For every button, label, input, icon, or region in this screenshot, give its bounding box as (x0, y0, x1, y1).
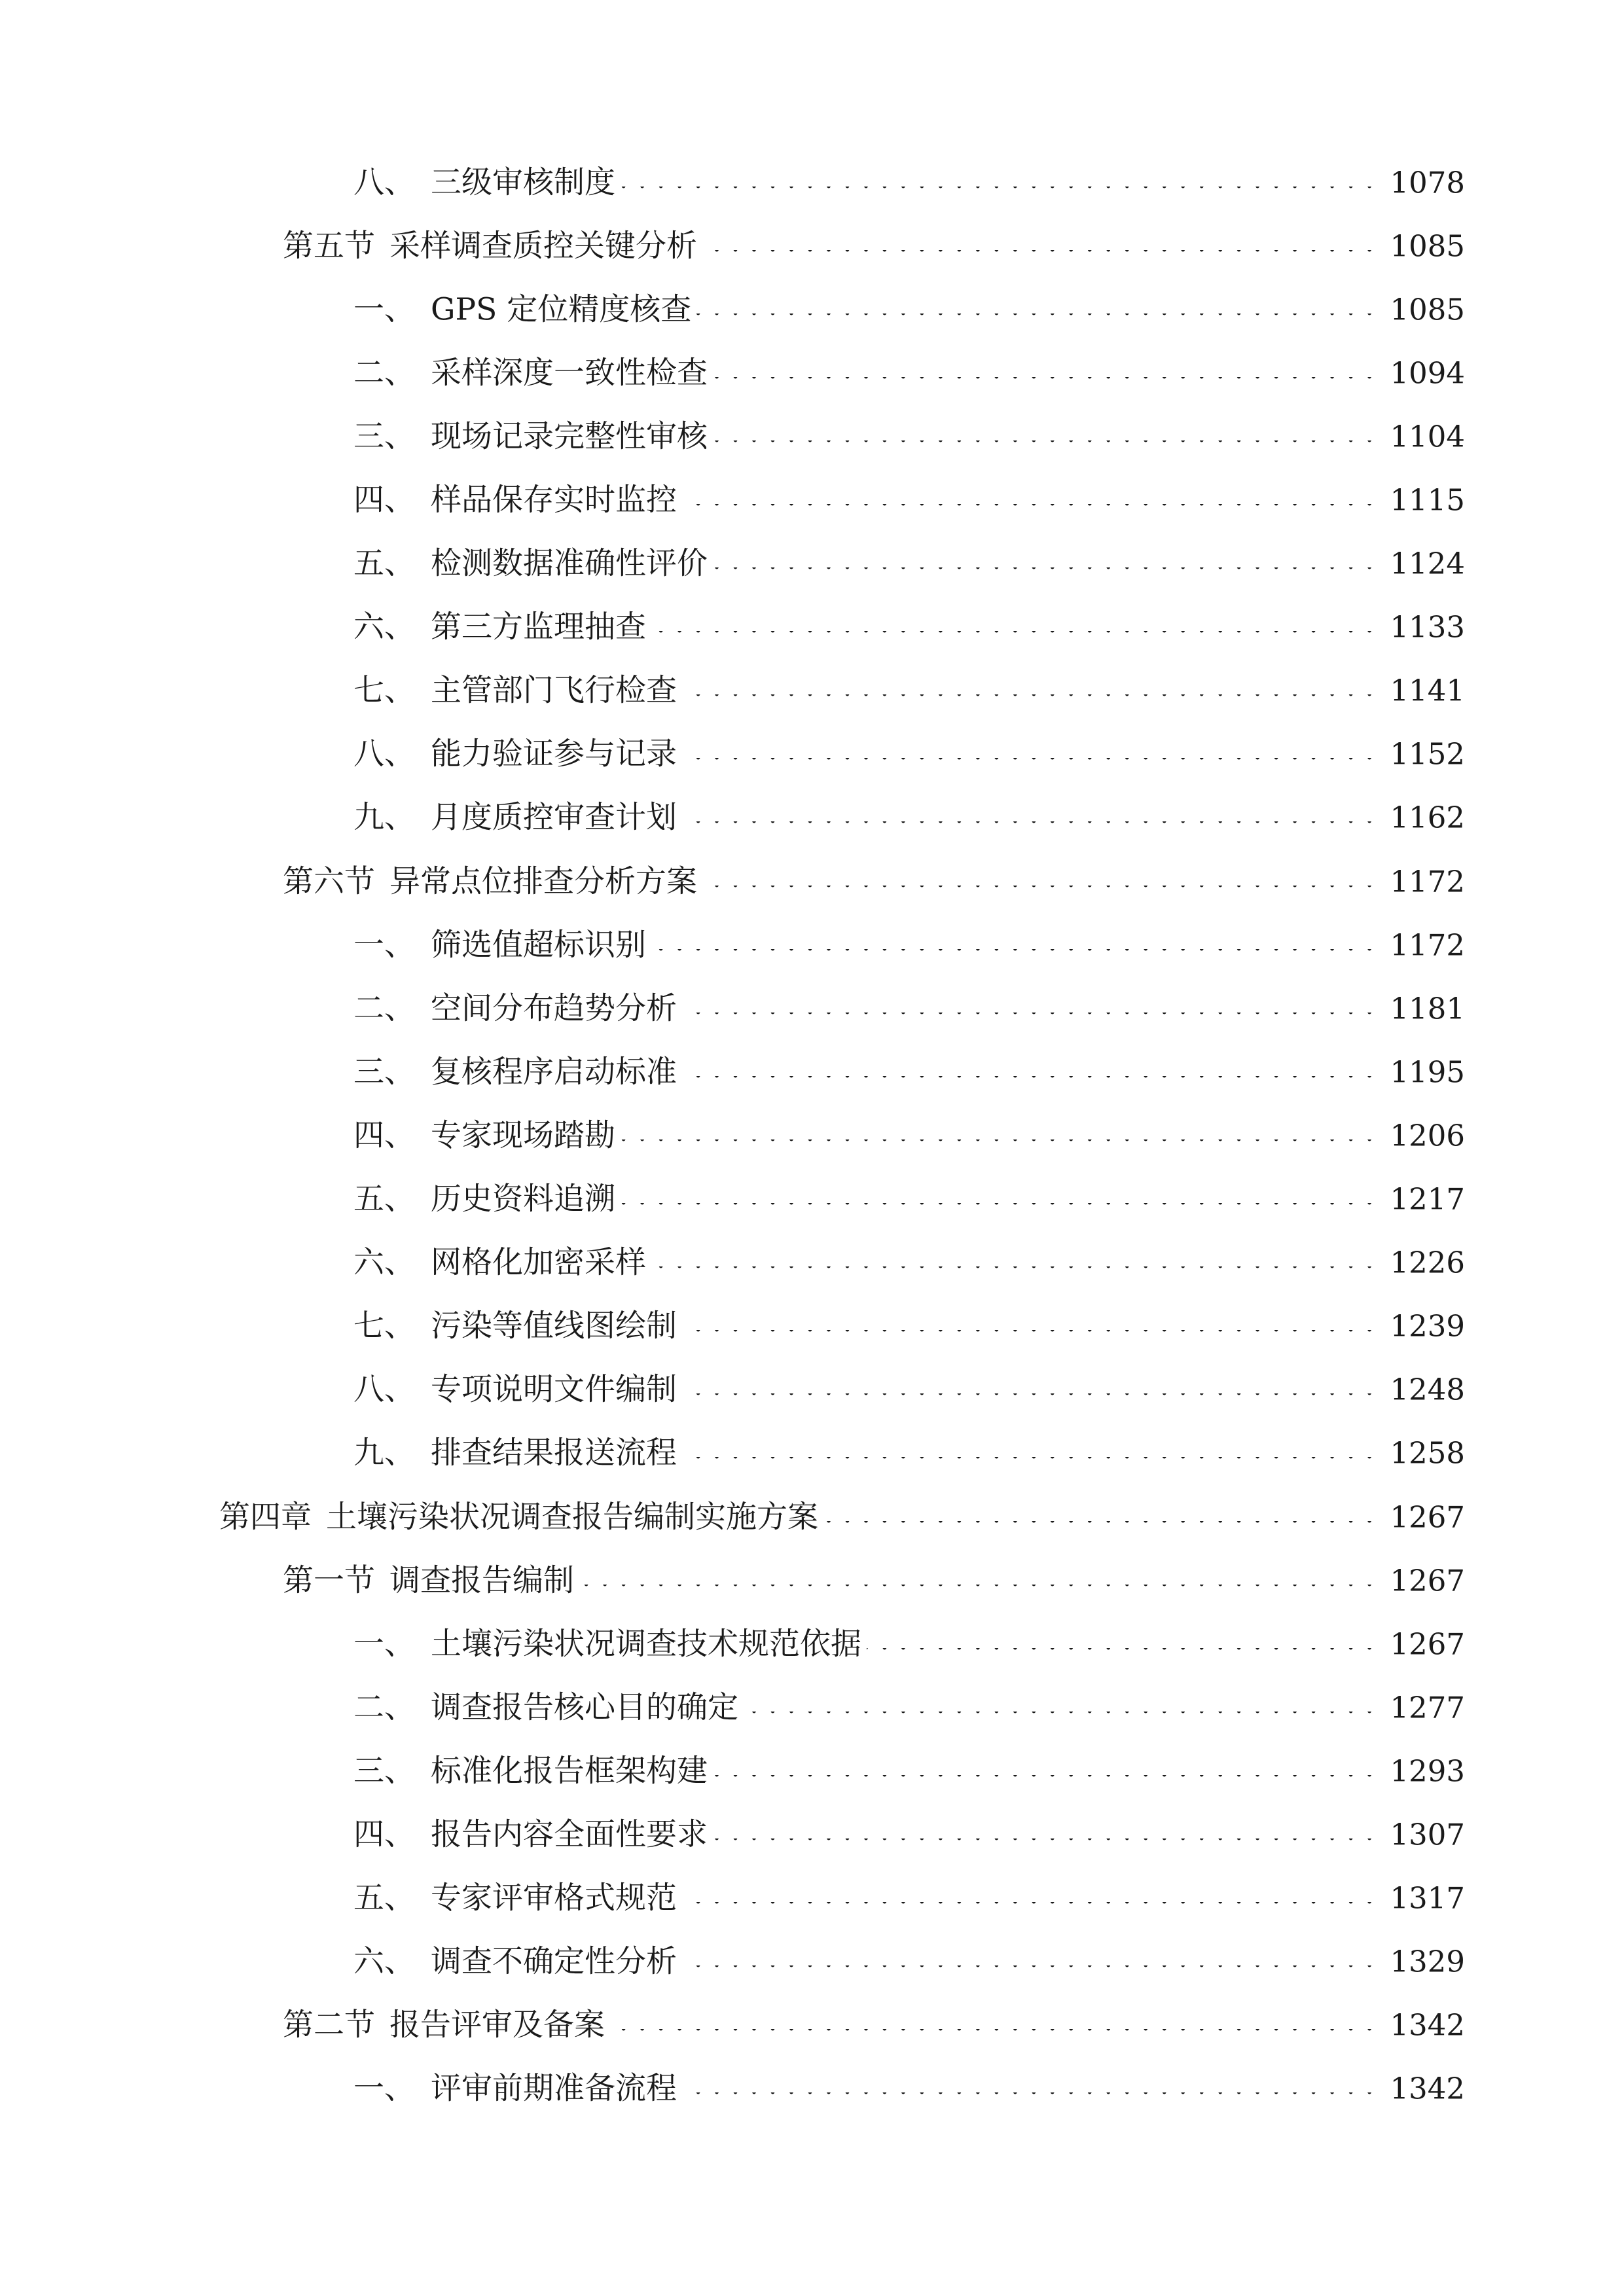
toc-page-number: 1152 (1383, 740, 1465, 769)
dot-leader (710, 440, 1477, 454)
dot-leader (679, 2092, 1477, 2106)
toc-entry-title (353, 927, 651, 963)
toc-entry-title (353, 1117, 621, 1154)
toc-entry-title (353, 1753, 713, 1789)
dot-leader (618, 187, 1477, 200)
toc-entry-title (353, 418, 713, 455)
toc-entry[interactable] (0, 596, 1624, 659)
toc-entry[interactable] (0, 532, 1624, 596)
toc-entry-number: 六、 (353, 1244, 415, 1281)
toc-entry-text: 专家现场踏勘 (431, 1117, 615, 1154)
toc-entry-number: 一、 (353, 927, 415, 963)
toc-entry-title (353, 482, 682, 518)
toc-entry-number: 一、 (353, 1626, 415, 1662)
dot-leader (607, 2029, 1477, 2042)
toc-entry-text: 报告评审及备案 (389, 2007, 605, 2043)
toc-entry-number: 二、 (353, 1689, 415, 1726)
toc-entry-text: 三级审核制度 (431, 164, 615, 201)
toc-entry-text: 报告内容全面性要求 (431, 1816, 708, 1853)
toc-entry-title (353, 291, 696, 328)
toc-entry-number: 二、 (353, 990, 415, 1027)
toc-page-number: 1162 (1383, 803, 1465, 833)
toc-entry-text: 污染等值线图绘制 (431, 1308, 677, 1344)
toc-page-number: 1267 (1383, 1566, 1465, 1595)
toc-entry-title (353, 545, 713, 582)
toc-entry-text: 采样调查质控关键分析 (389, 228, 697, 264)
dot-leader (679, 1076, 1477, 1089)
dot-leader (700, 250, 1477, 263)
toc-entry[interactable] (0, 1930, 1624, 1994)
toc-page-number: 1094 (1383, 358, 1465, 387)
toc-page-number: 1239 (1383, 1312, 1465, 1341)
toc-entry-text: 检测数据准确性评价 (431, 545, 708, 582)
dot-leader (710, 1775, 1477, 1788)
toc-entry[interactable] (0, 1168, 1624, 1231)
toc-entry[interactable] (0, 1612, 1624, 1676)
toc-entry-number: 六、 (353, 1943, 415, 1980)
toc-entry[interactable] (0, 2057, 1624, 2121)
toc-entry-title (219, 1499, 823, 1535)
toc-entry[interactable] (0, 1422, 1624, 1485)
toc-entry-text: 复核程序启动标准 (431, 1054, 677, 1090)
toc-page-number: 1248 (1383, 1375, 1465, 1405)
toc-entry-title (353, 355, 713, 391)
toc-entry-title (353, 1054, 682, 1090)
toc-entry-title (353, 736, 682, 772)
table-of-contents (0, 151, 1624, 2121)
toc-entry-number: 三、 (353, 418, 415, 455)
dot-leader (679, 1965, 1477, 1979)
toc-entry-text: 异常点位排查分析方案 (389, 863, 697, 900)
dot-leader (694, 314, 1477, 327)
toc-entry-title (353, 990, 682, 1027)
toc-page-number: 1317 (1383, 1884, 1465, 1913)
toc-page-number: 1078 (1383, 168, 1465, 197)
toc-entry-number: 一、 (353, 2070, 415, 2107)
toc-page-number: 1342 (1383, 2011, 1465, 2040)
dot-leader (679, 821, 1477, 834)
toc-entry-text: 筛选值超标识别 (431, 927, 646, 963)
dot-leader (618, 1203, 1477, 1216)
toc-entry-number: 第二节 (283, 2007, 375, 2043)
dot-leader (741, 1712, 1477, 1725)
toc-entry-text: 调查不确定性分析 (431, 1943, 677, 1980)
toc-page-number: 1124 (1383, 549, 1465, 579)
toc-entry[interactable] (0, 404, 1624, 468)
toc-entry[interactable] (0, 468, 1624, 531)
toc-entry-title (353, 1880, 682, 1916)
toc-entry-number: 第六节 (283, 863, 375, 900)
dot-leader (710, 567, 1477, 581)
toc-entry[interactable] (0, 1295, 1624, 1358)
toc-entry-text: 现场记录完整性审核 (431, 418, 708, 455)
toc-entry-title (353, 1371, 682, 1408)
toc-entry-number: 第四章 (219, 1499, 312, 1535)
toc-entry[interactable] (0, 1739, 1624, 1803)
dot-leader (821, 1521, 1477, 1534)
toc-entry[interactable] (0, 341, 1624, 404)
toc-entry-number: 一、 (353, 291, 415, 328)
toc-entry-text: 调查报告核心目的确定 (431, 1689, 738, 1726)
toc-entry[interactable] (0, 1103, 1624, 1167)
toc-entry-text: 空间分布趋势分析 (431, 990, 677, 1027)
dot-leader (710, 377, 1477, 390)
toc-page-number: 1206 (1383, 1121, 1465, 1150)
toc-page-number: 1226 (1383, 1248, 1465, 1278)
toc-page-number: 1141 (1383, 676, 1465, 706)
toc-page-number: 1085 (1383, 231, 1465, 260)
toc-entry-title (353, 1308, 682, 1344)
toc-entry-text: 标准化报告框架构建 (431, 1753, 708, 1789)
toc-page-number: 1085 (1383, 295, 1465, 324)
toc-entry-number: 第五节 (283, 228, 375, 264)
toc-page-number: 1267 (1383, 1629, 1465, 1659)
toc-entry-number: 五、 (353, 545, 415, 582)
toc-entry-text: 专项说明文件编制 (431, 1371, 677, 1408)
toc-page-number: 1217 (1383, 1185, 1465, 1214)
toc-entry-number: 三、 (353, 1054, 415, 1090)
toc-entry-title (353, 2070, 682, 2107)
toc-entry-text: 土壤污染状况调查技术规范依据 (431, 1626, 861, 1662)
toc-entry-text: 专家评审格式规范 (431, 1880, 677, 1916)
dot-leader (649, 631, 1477, 644)
toc-entry-text: 排查结果报送流程 (431, 1435, 677, 1471)
toc-entry[interactable] (0, 977, 1624, 1040)
toc-page-number: 1293 (1383, 1756, 1465, 1785)
toc-entry-number: 五、 (353, 1181, 415, 1217)
toc-entry-number: 七、 (353, 672, 415, 709)
toc-entry-text: 第三方监理抽查 (431, 609, 646, 645)
dot-leader (710, 1839, 1477, 1852)
toc-entry-number: 第一节 (283, 1562, 375, 1599)
dot-leader (679, 1013, 1477, 1026)
toc-page-number: 1342 (1383, 2074, 1465, 2104)
dot-leader (649, 949, 1477, 962)
dot-leader (577, 1585, 1477, 1598)
toc-entry-text: 月度质控审查计划 (431, 799, 677, 836)
toc-page-number: 1172 (1383, 930, 1465, 960)
toc-entry-title (353, 1181, 621, 1217)
toc-entry[interactable] (0, 786, 1624, 850)
toc-entry-number: 六、 (353, 609, 415, 645)
toc-page-number: 1172 (1383, 867, 1465, 896)
toc-entry[interactable] (0, 723, 1624, 786)
toc-entry-number: 九、 (353, 799, 415, 836)
toc-entry[interactable] (0, 1867, 1624, 1930)
dot-leader (679, 504, 1477, 517)
toc-entry[interactable] (0, 1803, 1624, 1866)
toc-entry[interactable] (0, 913, 1624, 977)
toc-entry[interactable] (0, 1040, 1624, 1103)
toc-entry[interactable] (0, 1231, 1624, 1295)
dot-leader (679, 1902, 1477, 1915)
toc-entry-text: 样品保存实时监控 (431, 482, 677, 518)
toc-entry-text: 历史资料追溯 (431, 1181, 615, 1217)
toc-entry-text: 网格化加密采样 (431, 1244, 646, 1281)
toc-entry-number: 八、 (353, 736, 415, 772)
toc-entry-title (353, 1435, 682, 1471)
toc-entry-number: 七、 (353, 1308, 415, 1344)
toc-entry-title (283, 1562, 579, 1599)
toc-entry-title (353, 1816, 713, 1853)
toc-entry-title (283, 228, 702, 264)
toc-entry-title (283, 2007, 610, 2043)
toc-entry-title (353, 164, 621, 201)
toc-entry-title (353, 1244, 651, 1281)
toc-entry-text: 评审前期准备流程 (431, 2070, 677, 2107)
toc-entry-text: 能力验证参与记录 (431, 736, 677, 772)
toc-entry-text: 土壤污染状况调查报告编制实施方案 (326, 1499, 818, 1535)
toc-entry[interactable] (0, 1358, 1624, 1422)
toc-entry-number: 三、 (353, 1753, 415, 1789)
toc-entry-number: 五、 (353, 1880, 415, 1916)
toc-entry[interactable] (0, 1485, 1624, 1549)
toc-entry[interactable] (0, 1676, 1624, 1739)
toc-page-number: 1307 (1383, 1820, 1465, 1849)
toc-entry[interactable] (0, 278, 1624, 341)
dot-leader (700, 886, 1477, 899)
toc-entry[interactable] (0, 850, 1624, 913)
toc-entry-title (353, 1689, 744, 1726)
toc-page-number: 1267 (1383, 1502, 1465, 1532)
toc-page-number: 1115 (1383, 486, 1465, 515)
toc-entry[interactable] (0, 151, 1624, 214)
toc-entry[interactable] (0, 1994, 1624, 2057)
toc-entry-title (353, 609, 651, 645)
dot-leader (679, 1393, 1477, 1407)
toc-entry-number: 九、 (353, 1435, 415, 1471)
toc-page-number: 1277 (1383, 1693, 1465, 1722)
dot-leader (618, 1139, 1477, 1153)
dot-leader (679, 758, 1477, 771)
toc-entry-number: 四、 (353, 482, 415, 518)
toc-entry-number: 八、 (353, 164, 415, 201)
toc-entry-number: 四、 (353, 1117, 415, 1154)
toc-entry[interactable] (0, 659, 1624, 723)
dot-leader (649, 1266, 1477, 1280)
toc-page-number: 1181 (1383, 994, 1465, 1023)
toc-entry-number: 二、 (353, 355, 415, 391)
toc-page-number: 1329 (1383, 1947, 1465, 1977)
toc-entry-text: 主管部门飞行检查 (431, 672, 677, 709)
toc-entry-title (353, 799, 682, 836)
toc-entry-number: 八、 (353, 1371, 415, 1408)
dot-leader (679, 1330, 1477, 1343)
toc-entry-text: GPS 定位精度核查 (431, 291, 692, 328)
toc-entry-text: 调查报告编制 (389, 1562, 574, 1599)
toc-page-number: 1195 (1383, 1057, 1465, 1086)
toc-entry-title (353, 1943, 682, 1980)
toc-page-number: 1258 (1383, 1439, 1465, 1468)
dot-leader (679, 694, 1477, 708)
toc-entry[interactable] (0, 214, 1624, 278)
toc-entry[interactable] (0, 1549, 1624, 1612)
toc-entry-title (353, 1626, 867, 1662)
toc-entry-title (283, 863, 702, 900)
dot-leader (679, 1457, 1477, 1470)
toc-entry-text: 采样深度一致性检查 (431, 355, 708, 391)
toc-entry-number: 四、 (353, 1816, 415, 1853)
toc-entry-title (353, 672, 682, 709)
toc-page-number: 1133 (1383, 613, 1465, 642)
toc-page-number: 1104 (1383, 422, 1465, 451)
